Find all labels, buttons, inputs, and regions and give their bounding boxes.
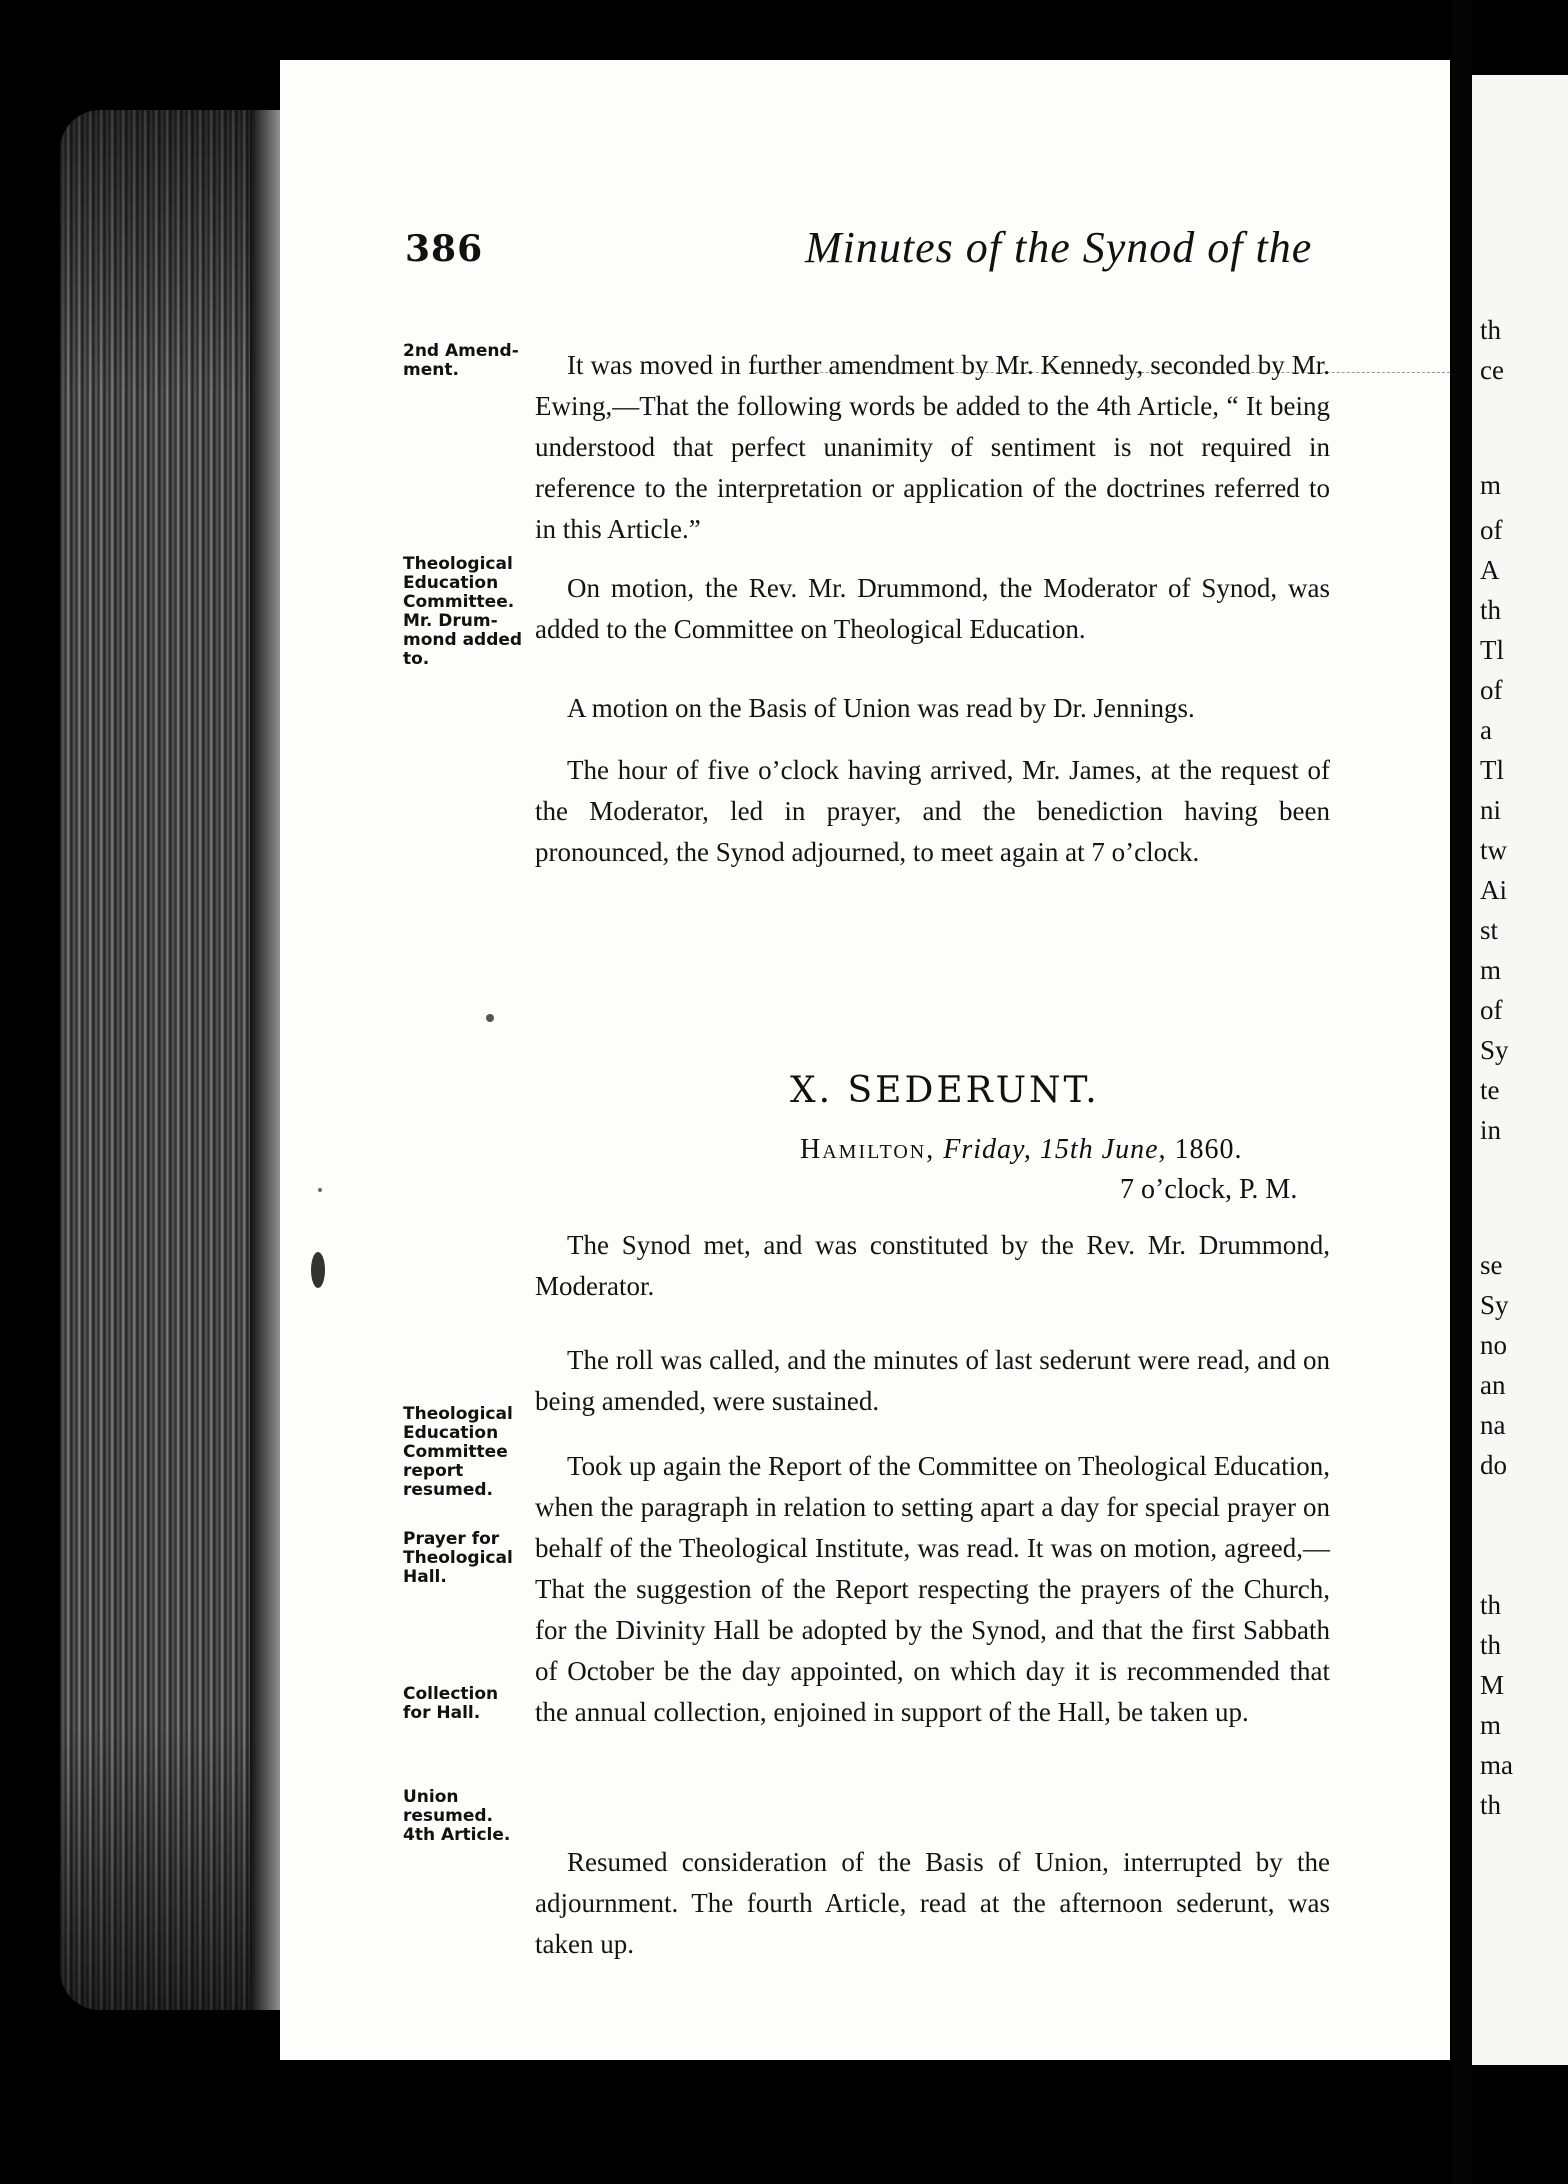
facing-page-fragment: M [1480,1670,1505,1700]
facing-page-fragment: na [1480,1410,1506,1440]
facing-page-fragment: Tl [1480,635,1504,665]
facing-page-fragment: of [1480,675,1503,705]
margin-note-text: Prayer for Theological Hall. [403,1529,513,1587]
facing-page-fragment: ni [1480,795,1502,825]
margin-note-text: 2nd Amend- ment. [403,341,519,380]
margin-note-text: Union resumed. 4th Article. [403,1787,511,1845]
facing-page-fragment: th [1480,1590,1502,1620]
facing-page-fragment: st [1480,915,1499,945]
page-number: 386 [405,228,484,270]
facing-page-fragment: m [1480,955,1502,985]
dateline-date: 15th June, [1039,1134,1167,1165]
dateline-place: Hamilton, [800,1134,936,1165]
facing-page-fragment: of [1480,995,1503,1025]
facing-page-fragment: th [1480,595,1502,625]
facing-page-fragment: se [1480,1250,1503,1280]
facing-page-fragment: of [1480,515,1503,545]
facing-page-fragment: Tl [1480,755,1504,785]
facing-page-fragment: a [1480,715,1492,745]
facing-page-fragment: m [1480,470,1502,500]
dateline-day: Friday, [943,1134,1032,1165]
paragraph-text: The Synod met, and was constituted by the Rev. Mr. Drummond, Moderator. [535,1230,1330,1301]
paragraph-text: It was moved in further amendment by Mr. Kennedy, seconded by Mr. Ewing,—That the following words be added to the 4th Article, “ It being understood that perfect unanimity of sentiment is not required in reference to the interpretation or application of the doctrines referred to in this Article.” [535,350,1330,544]
paragraph-text: The hour of five o’clock having arrived, Mr. James, at the request of the Moderator, led in prayer, and the benediction having been pronounced, the Synod adjourned, to meet again at 7 o’clock. [535,755,1330,867]
dateline-time: 7 o’clock, P. M. [1120,1174,1298,1205]
spine-shadow [1452,0,1472,2184]
paragraph-text: The roll was called, and the minutes of last sederunt were read, and on being amended, were sustained. [535,1345,1330,1416]
facing-page-fragment: tw [1480,835,1507,865]
sederunt-heading: X. SEDERUNT. [790,1070,1100,1111]
facing-page-fragment: in [1480,1115,1502,1145]
paragraph-text: On motion, the Rev. Mr. Drummond, the Moderator of Synod, was added to the Committee on Theological Education. [535,573,1330,644]
facing-page-fragment: Ai [1480,875,1507,905]
facing-page-fragment: ce [1480,355,1504,385]
facing-page [1472,75,1568,2065]
facing-page-fragment: Sy [1480,1290,1509,1320]
facing-page-fragment: no [1480,1330,1507,1360]
facing-page-fragment: ma [1480,1750,1513,1780]
paragraph-text: Resumed consideration of the Basis of Union, interrupted by the adjournment. The fourth Article, read at the afternoon sederunt, was taken up. [535,1847,1330,1959]
facing-page-fragment: do [1480,1450,1507,1480]
facing-page-fragment: m [1480,1710,1502,1740]
margin-note-text: Collection for Hall. [403,1684,499,1723]
facing-page-fragment: te [1480,1075,1500,1105]
margin-note-text: Theological Education Committee. Mr. Drum- mond added to. [403,554,523,669]
running-title: Minutes of the Synod of the [805,223,1313,272]
paragraph-text: A motion on the Basis of Union was read by Dr. Jennings. [567,693,1195,723]
facing-page-fragment: th [1480,315,1502,345]
facing-page-fragment: A [1480,555,1500,585]
facing-page-fragment: th [1480,1630,1502,1660]
facing-page-fragment: an [1480,1370,1506,1400]
book-fore-edge [60,110,280,2010]
facing-page-fragment: Sy [1480,1035,1509,1065]
margin-note-text: Theological Education Committee report resumed. [403,1404,513,1500]
ink-specks [280,60,1450,2060]
paragraph-text: Took up again the Report of the Committee on Theological Education, when the paragraph in relation to setting apart a day for special prayer on behalf of the Theological Institute, was read. It was on motion, agreed,—That the suggestion of the Report respecting the prayers of the Church, for the Divinity Hall be adopted by the Synod, and that the first Sabbath of October be the day appointed, on which day it is recommended that the annual collection, enjoined in support of the Hall, be taken up. [535,1451,1330,1727]
book-page [280,60,1450,2060]
facing-page-fragment: th [1480,1790,1502,1820]
dateline-year: 1860. [1174,1134,1243,1165]
